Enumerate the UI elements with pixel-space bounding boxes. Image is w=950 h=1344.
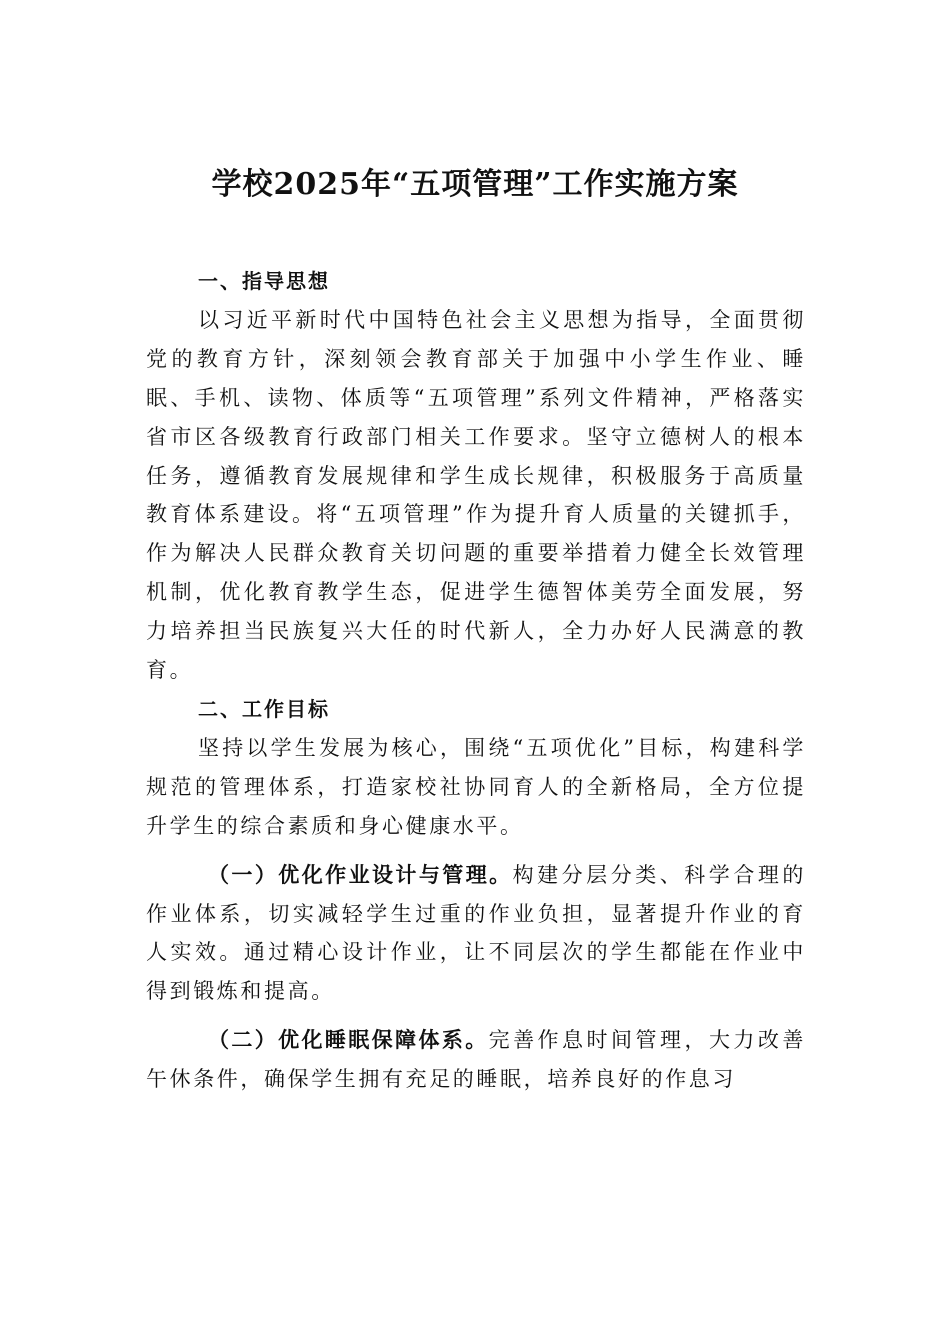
section-heading-work-goals: 二、工作目标 [198, 696, 330, 721]
document-body [146, 262, 806, 1099]
paragraph-gap [146, 846, 806, 856]
paragraph-homework-goal [146, 856, 806, 1012]
item-text-sleep: 完善作息时间管理，大力改善午休条件，确保学生拥有充足的睡眠，培养良好的作息习 [146, 1028, 806, 1092]
item-text-homework: 构建分层分类、科学合理的作业体系，切实减轻学生过重的作业负担，显著提升作业的育人实效。通过精心设计作业，让不同层次的学生都能在作业中得到锻炼和提高。 [146, 862, 806, 1004]
item-lead-homework: （一）优化作业设计与管理。 [208, 862, 513, 887]
paragraph-sleep-goal [146, 1021, 806, 1099]
item-lead-sleep: （二）优化睡眠保障体系。 [208, 1028, 489, 1053]
section-heading-guiding-ideology: 一、指导思想 [198, 269, 330, 293]
document-title: 学校2025年“五项管理”工作实施方案 [211, 167, 739, 202]
paragraph-guiding-ideology: 以习近平新时代中国特色社会主义思想为指导，全面贯彻党的教育方针，深刻领会教育部关于加强中小学生作业、睡眠、手机、读物、体质等“五项管理”系列文件精神，严格落实省市区各级教育行政部门相关工作要求。坚守立德树人的根本任务，遵循教育发展规律和学生成长规律，积极服务于高质量教育体系建设。将“五项管理”作为提升育人质量的关键抓手，作为解决人民群众教育关切问题的重要举措着力健全长效管理机制，优化教育教学生态，促进学生德智体美劳全面发展，努力培养担当民族复兴大任的时代新人，全力办好人民满意的教育。 [146, 307, 806, 683]
paragraph-gap [146, 1011, 806, 1021]
paragraph-work-goals: 坚持以学生发展为核心，围绕“五项优化”目标，构建科学规范的管理体系，打造家校社协同育人的全新格局，全方位提升学生的综合素质和身心健康水平。 [146, 735, 806, 838]
